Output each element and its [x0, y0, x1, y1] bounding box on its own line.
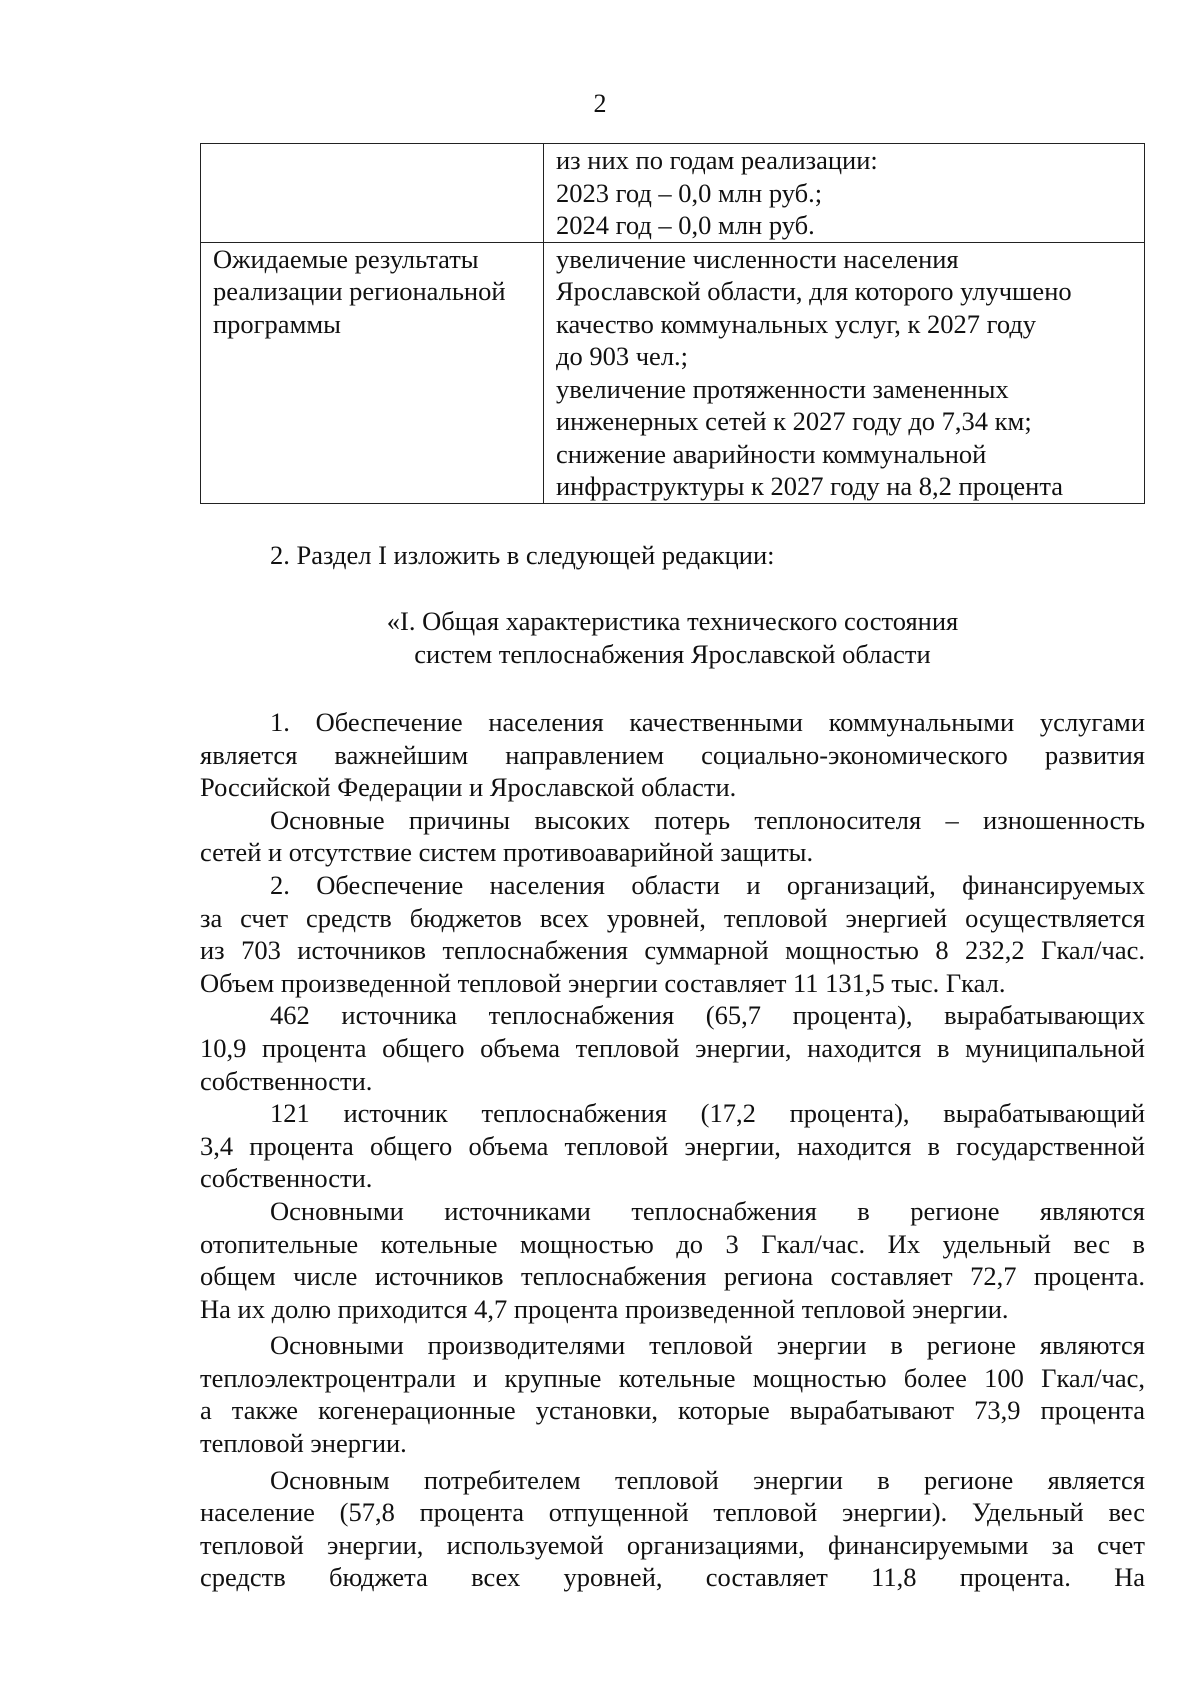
cell-line: инфраструктуры к 2027 году на 8,2 процента — [556, 471, 1064, 501]
section-title-line: «I. Общая характеристика технического состояния — [386, 606, 959, 636]
paragraph-line: Основным потребителем тепловой энергии в регионе является — [270, 1464, 1145, 1495]
paragraph-line: Основными производителями тепловой энергии в регионе являются — [270, 1330, 1145, 1361]
paragraph — [200, 706, 1145, 804]
paragraph — [200, 869, 1145, 999]
paragraph-line: отопительные котельные мощностью до 3 Гкал/час. Их удельный вес в — [200, 1228, 1145, 1259]
paragraph-line: собственности. — [200, 1163, 373, 1194]
paragraph-line: а также когенерационные установки, которые вырабатывают 73,9 процента — [200, 1395, 1145, 1426]
paragraph-line: 3,4 процента общего объема тепловой энергии, находится в государственной — [200, 1130, 1145, 1161]
cell-line: снижение аварийности коммунальной — [556, 438, 987, 469]
table-cell-label — [201, 144, 544, 243]
paragraph — [200, 804, 1145, 869]
paragraph-line: 1. Обеспечение населения качественными коммунальными услугами — [270, 707, 1145, 737]
paragraph-line: собственности. — [200, 1065, 373, 1096]
paragraph-line: теплоэлектроцентрали и крупные котельные мощностью более 100 Гкал/час, — [200, 1362, 1145, 1393]
paragraph-line: является важнейшим направлением социально-экономического развития — [200, 739, 1145, 770]
paragraph — [200, 1195, 1145, 1325]
paragraph-line: за счет средств бюджетов всех уровней, тепловой энергией осуществляется — [200, 902, 1145, 933]
cell-line: Ярославской области, для которого улучшено — [556, 276, 1072, 306]
paragraph-line: из 703 источников теплоснабжения суммарной мощностью 8 232,2 Гкал/час. — [200, 935, 1145, 966]
table-row — [201, 242, 1145, 503]
paragraph-line: тепловой энергии, используемой организациями, финансируемыми за счет — [200, 1529, 1145, 1560]
cell-line: реализации региональной — [213, 276, 506, 306]
paragraph-line: сетей и отсутствие систем противоаварийной защиты. — [200, 837, 814, 868]
paragraph-line: 2. Обеспечение населения области и организаций, финансируемых — [270, 869, 1145, 900]
paragraph-line: Основными источниками теплоснабжения в регионе являются — [270, 1195, 1145, 1226]
cell-line: из них по годам реализации: — [556, 145, 878, 175]
cell-line: программы — [213, 308, 341, 339]
cell-line: Ожидаемые результаты — [213, 243, 479, 274]
paragraph — [200, 1097, 1145, 1195]
table-row — [201, 144, 1145, 243]
section-title-line: систем теплоснабжения Ярославской области — [414, 638, 931, 669]
table-cell-value — [544, 144, 1145, 243]
paragraph-line: Основные причины высоких потерь теплоносителя – изношенность — [270, 804, 1145, 835]
cell-line: 2023 год – 0,0 млн руб.; — [556, 177, 823, 208]
table-cell-label — [201, 242, 544, 503]
cell-line: качество коммунальных услуг, к 2027 году — [556, 308, 1037, 339]
paragraph-line: средств бюджета всех уровней, составляет 11,8 процента. На — [200, 1562, 1145, 1593]
cell-line: инженерных сетей к 2027 году до 7,34 км; — [556, 406, 1032, 436]
cell-line: увеличение численности населения — [556, 243, 959, 274]
paragraph-line: 121 источник теплоснабжения (17,2 процента), вырабатывающий — [270, 1098, 1145, 1129]
section-title — [200, 605, 1145, 670]
paragraph-line: Российской Федерации и Ярославской области. — [200, 772, 737, 803]
paragraph — [200, 999, 1145, 1097]
paragraph-line: Объем произведенной тепловой энергии составляет 11 131,5 тыс. Гкал. — [200, 967, 1006, 998]
paragraph-line: население (57,8 процента отпущенной тепловой энергии). Удельный вес — [200, 1497, 1145, 1528]
page-number: 2 — [593, 89, 607, 118]
table-cell-value — [544, 242, 1145, 503]
paragraph-line: На их долю приходится 4,7 процента произведенной тепловой энергии. — [200, 1293, 1009, 1324]
amendment-instruction: 2. Раздел I изложить в следующей редакции: — [270, 540, 775, 570]
cell-line: 2024 год – 0,0 млн руб. — [556, 210, 815, 240]
paragraph-line: 462 источника теплоснабжения (65,7 процента), вырабатывающих — [270, 1000, 1145, 1031]
section-body — [200, 706, 1145, 1594]
program-passport-table — [200, 143, 1145, 504]
paragraph — [200, 1329, 1145, 1459]
paragraph-line: 10,9 процента общего объема тепловой энергии, находится в муниципальной — [200, 1032, 1145, 1063]
paragraph-line: тепловой энергии. — [200, 1428, 407, 1459]
cell-line: увеличение протяженности замененных — [556, 373, 1009, 404]
paragraph — [200, 1464, 1145, 1594]
paragraph-line: общем числе источников теплоснабжения региона составляет 72,7 процента. — [200, 1261, 1145, 1292]
cell-line: до 903 чел.; — [556, 341, 689, 371]
